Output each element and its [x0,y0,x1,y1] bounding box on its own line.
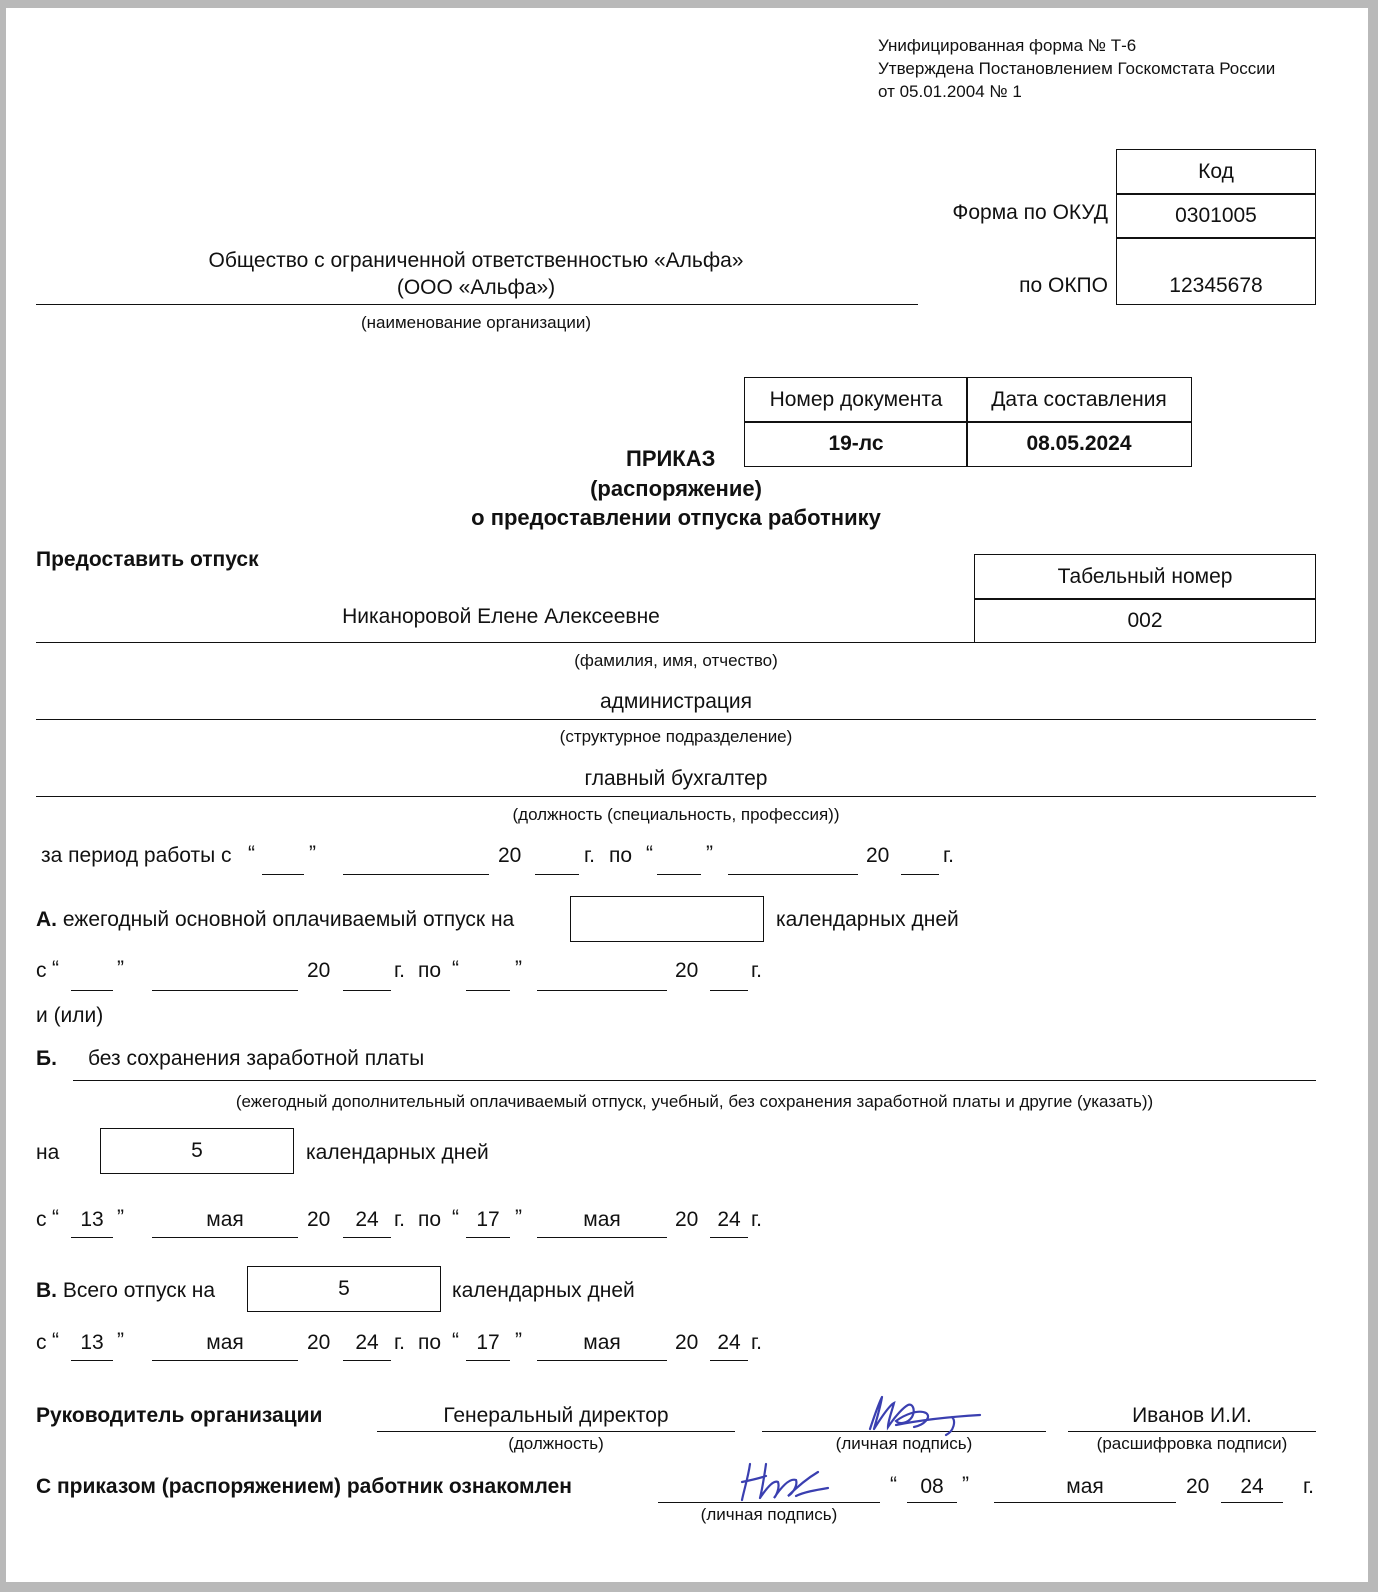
section-b-from-year: 24 [355,1208,379,1231]
okud-value-cell [1116,193,1316,239]
doc-date-cell [966,421,1192,467]
section-a-from-year-line [343,990,391,991]
period-to: по [609,844,633,867]
doc-number-header: Номер документа [769,388,943,411]
head-signature-image [856,1391,996,1451]
section-b-days-label: календарных дней [306,1141,489,1164]
ack-month-line [994,1502,1176,1503]
head-position-caption: (должность) [508,1434,604,1453]
section-b-year-suffix-2: г. [751,1208,762,1231]
section-b-open-quote-1: “ [52,1206,59,1229]
section-b-to-year-line [710,1237,748,1238]
section-b-to-day-line [466,1237,510,1238]
ack-close-quote: ” [962,1473,969,1496]
section-b-caption: (ежегодный дополнительный оплачиваемый отпуск, учебный, без сохранения заработной платы и другие (указать)) [235,1092,1154,1111]
section-v-days-box [247,1266,441,1312]
section-v-from-day-line [71,1360,113,1361]
ack-signature-caption: (личная подпись) [700,1505,838,1524]
section-a-to-month-line [537,990,667,991]
ack-year: 24 [1240,1475,1264,1498]
section-a-open-quote-2: “ [452,957,459,980]
ack-day: 08 [920,1475,944,1498]
section-v-from-month: мая [206,1331,244,1354]
section-b-from-month-line [152,1237,298,1238]
form-line-3: от 05.01.2004 № 1 [878,82,1022,101]
section-a-year-prefix-1: 20 [307,959,331,982]
section-v-open-quote-1: “ [52,1329,59,1352]
section-b-year-prefix-1: 20 [307,1208,331,1231]
section-v-to: по [418,1331,442,1354]
department-underline [36,719,1316,720]
period-close-quote-1: ” [309,842,316,865]
section-v-letter: В. [36,1279,57,1302]
section-b-to: по [418,1208,442,1231]
section-a-from-month-line [152,990,298,991]
section-v-year-suffix-1: г. [394,1331,405,1354]
period-from-month-line [343,874,489,875]
org-name-line1: Общество с ограниченной ответственностью «Альфа» [208,249,744,272]
employee-name-caption: (фамилия, имя, отчество) [574,651,778,670]
section-v-text-row [36,1279,215,1303]
section-a-days-box [570,896,764,942]
section-v-to-year: 24 [717,1331,741,1354]
document-page [6,8,1368,1582]
ack-day-line [907,1502,957,1503]
period-year-prefix-1: 20 [498,844,522,867]
ack-open-quote: “ [890,1473,897,1496]
section-a-year-prefix-2: 20 [675,959,699,982]
head-position-line [377,1431,735,1432]
head-name-caption: (расшифровка подписи) [1096,1434,1288,1453]
doc-number-header-cell [744,377,968,423]
section-v-to-month-line [537,1360,667,1361]
section-a-year-suffix-2: г. [751,959,762,982]
period-year-prefix-2: 20 [866,844,890,867]
okpo-label: по ОКПО [1019,274,1108,297]
position-underline [36,796,1316,797]
section-a-text-row [36,908,514,932]
head-name-line [1068,1431,1316,1432]
head-signature-caption: (личная подпись) [835,1434,973,1453]
section-a-to-year-line [710,990,748,991]
period-open-quote-2: “ [646,842,653,865]
tab-number: 002 [1127,608,1163,632]
form-line-2: Утверждена Постановлением Госкомстата России [878,59,1276,78]
tab-number-cell [974,598,1316,643]
code-header-cell [1116,149,1316,195]
position-caption: (должность (специальность, профессия)) [512,805,840,824]
code-header: Код [1198,160,1234,183]
doc-date-header: Дата составления [991,388,1167,411]
section-a-from-day-line [71,990,113,991]
section-b-from-day-line [71,1237,113,1238]
section-v-days-label: календарных дней [452,1279,635,1302]
section-b-on: на [36,1141,60,1164]
section-b-to-month: мая [583,1208,621,1231]
section-a-to: по [418,959,442,982]
doc-date: 08.05.2024 [1026,432,1132,455]
section-a-open-quote-1: “ [52,957,59,980]
employee-name: Никаноровой Елене Алексеевне [342,605,660,628]
section-v-to-month: мая [583,1331,621,1354]
tab-header: Табельный номер [1057,565,1233,588]
period-open-quote-1: “ [248,842,255,865]
period-to-day-line [657,874,701,875]
title-subject: о предоставлении отпуска работнику [471,505,881,530]
period-from-day-line [262,874,304,875]
org-caption: (наименование организации) [360,313,592,332]
employee-name-underline [36,642,976,643]
period-year-suffix-2: г. [943,844,954,867]
doc-number: 19-лс [828,432,884,455]
ack-year-line [1221,1502,1283,1503]
section-a-close-quote-1: ” [117,957,124,980]
section-a-from: с [36,959,47,982]
section-b-from-day: 13 [80,1208,104,1231]
section-b-from-month: мая [206,1208,244,1231]
section-v-to-day-line [466,1360,510,1361]
department-caption: (структурное подразделение) [559,727,793,746]
department: администрация [599,690,753,713]
period-from-year-line [535,874,579,875]
section-v-close-quote-1: ” [117,1329,124,1352]
section-b-to-day: 17 [476,1208,500,1231]
head-name: Иванов И.И. [1132,1404,1252,1427]
ack-year-prefix: 20 [1186,1475,1210,1498]
section-b-days-box [100,1128,294,1174]
section-a-text: ежегодный основной оплачиваемый отпуск на [62,908,515,931]
section-b-from: с [36,1208,47,1231]
section-b-underline [73,1080,1316,1081]
section-v-year-prefix-1: 20 [307,1331,331,1354]
doc-date-header-cell [966,377,1192,423]
org-underline [36,304,918,305]
section-b-close-quote-1: ” [117,1206,124,1229]
section-b-year-suffix-1: г. [394,1208,405,1231]
section-v-year-suffix-2: г. [751,1331,762,1354]
section-v-from-year: 24 [355,1331,379,1354]
section-b-from-year-line [343,1237,391,1238]
section-a-close-quote-2: ” [515,957,522,980]
head-position: Генеральный директор [443,1404,669,1427]
section-a-letter: А. [36,908,57,931]
ack-month: мая [1066,1475,1104,1498]
section-v-from-day: 13 [80,1331,104,1354]
period-to-month-line [728,874,858,875]
form-line-1: Унифицированная форма № Т-6 [878,36,1137,55]
section-v-days: 5 [338,1277,350,1300]
title-prikaz: ПРИКАЗ [626,446,716,471]
ack-label: С приказом (распоряжением) работник ознакомлен [36,1475,572,1498]
position: главный бухгалтер [584,767,768,790]
tab-header-cell [974,554,1316,600]
period-label: за период работы с [41,844,232,867]
section-b-letter: Б. [36,1047,57,1070]
period-year-suffix-1: г. [584,844,595,867]
section-v-to-day: 17 [476,1331,500,1354]
section-v-text: Всего отпуск на [62,1279,216,1302]
okud-label: Форма по ОКУД [952,201,1108,224]
head-label: Руководитель организации [36,1404,323,1427]
section-v-to-year-line [710,1360,748,1361]
section-v-close-quote-2: ” [515,1329,522,1352]
org-name-line2: (ООО «Альфа») [396,276,556,299]
section-a-days-label: календарных дней [776,908,959,931]
section-a-year-suffix-1: г. [394,959,405,982]
and-or-label: и (или) [36,1004,104,1027]
grant-label: Предоставить отпуск [36,548,259,571]
section-b-open-quote-2: “ [452,1206,459,1229]
okpo-value: 12345678 [1169,274,1263,297]
title-rasporyazhenie: (распоряжение) [590,476,762,501]
doc-number-cell [744,421,968,467]
section-b-close-quote-2: ” [515,1206,522,1229]
section-b-to-month-line [537,1237,667,1238]
section-v-from-year-line [343,1360,391,1361]
section-v-year-prefix-2: 20 [675,1331,699,1354]
period-to-year-line [901,874,939,875]
section-b-type: без сохранения заработной платы [88,1047,425,1070]
okud-value: 0301005 [1175,204,1257,227]
section-b-year-prefix-2: 20 [675,1208,699,1231]
section-a-to-day-line [466,990,510,991]
section-v-from: с [36,1331,47,1354]
section-v-open-quote-2: “ [452,1329,459,1352]
ack-year-suffix: г. [1303,1475,1314,1498]
period-close-quote-2: ” [706,842,713,865]
ack-signature-image [732,1456,842,1508]
section-b-to-year: 24 [717,1208,741,1231]
section-v-from-month-line [152,1360,298,1361]
section-b-days: 5 [191,1139,203,1162]
